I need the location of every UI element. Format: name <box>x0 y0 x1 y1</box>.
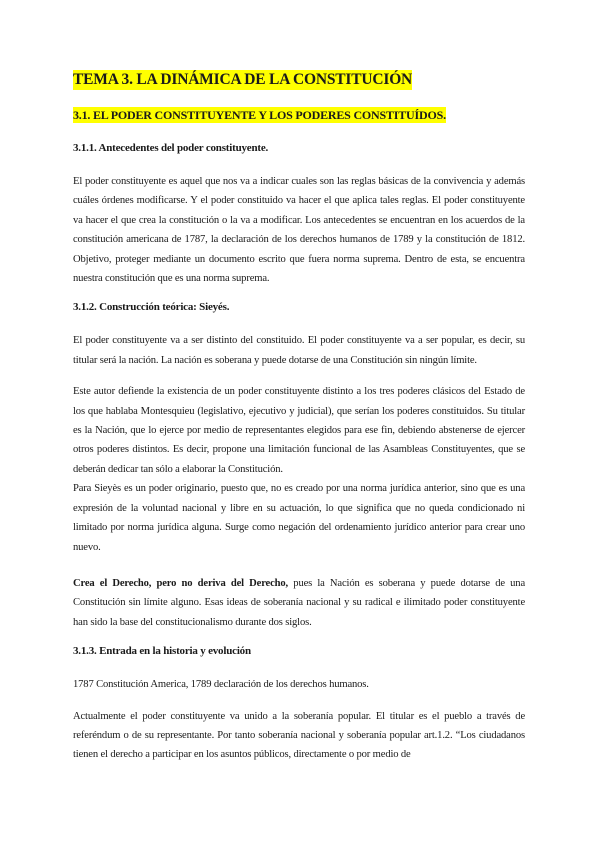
paragraph-antecedentes: El poder constituyente es aquel que nos va a indicar cuales son las reglas básicas de la convivencia y además cuáles órdenes modificarse. Y el poder constituido va hacer el que aplica tales reglas. El poder constituyente va hacer el que crea la constitución o la va a modificar. Los antecedentes se encuentran en los acuerdos de la constitución americana de 1787, la declaración de los derechos humanos de 1789 y la constitución de 1812. Objetivo, proteger mediante un documento escrito que fuera norma suprema. Dentro de esta, se encuentra nuestra constitución que es una norma suprema. <box>73 176 525 285</box>
paragraph-sieyes-1: El poder constituyente va a ser distinto del constituido. El poder constituyente va a ser popular, es decir, su titular será la nación. La nación es soberana y puede dotarse de una Constitución sin ningún límite. <box>73 335 525 366</box>
subsection-heading-sieyes: 3.1.2. Construcción teórica: Sieyés. <box>73 301 230 314</box>
paragraph-sieyes-4-lead: Crea el Derecho, pero no deriva del Derecho, <box>73 577 289 589</box>
section-heading: 3.1. EL PODER CONSTITUYENTE Y LOS PODERES CONSTITUÍDOS. <box>73 108 446 122</box>
subsection-heading-antecedentes: 3.1.1. Antecedentes del poder constituyente. <box>73 142 269 154</box>
subsection-heading-historia: 3.1.3. Entrada en la historia y evolución <box>73 645 251 658</box>
paragraph-sieyes-2: Este autor defiende la existencia de un poder constituyente distinto a los tres poderes clásicos del Estado de los que hablaba Montesquieu (legislativo, ejecutivo y judicial), que serían los poderes constituidos. Su titular es la Nación, que lo ejerce por medio de representantes elegidos para ese fin, debiendo abstenerse de ejercer otros poderes distintos. Es decir, propone una limitación funcional de las Asambleas Constituyentes, que se deberán dedicar tan sólo a elaborar la Constitución. <box>73 386 525 475</box>
paragraph-sieyes-4-rest: pues la Nación es soberana y puede dotarse de una Constitución sin límite alguno. Esas ideas de soberanía nacional y su radical e ilimitado poder constituyente han sido la base del constitucionalismo durante dos siglos. <box>73 577 525 628</box>
paragraph-sieyes-4 <box>73 574 525 632</box>
page-title: TEMA 3. LA DINÁMICA DE LA CONSTITUCIÓN <box>73 71 413 88</box>
paragraph-sieyes-3: Para Sieyès es un poder originario, puesto que, no es creado por una norma jurídica anterior, sino que es una expresión de la voluntad nacional y libre en su actuación, lo que significa que no queda condicionado ni limitado por norma jurídica alguna. Surge como negación del ordenamiento jurídico anterior para crear uno nuevo. <box>73 483 525 553</box>
document-page <box>73 70 525 777</box>
section-heading-wrap <box>73 106 525 141</box>
paragraph-historia-2: Actualmente el poder constituyente va unido a la soberanía popular. El titular es el pueblo a través de referéndum o de su representante. Por tanto soberanía nacional y soberanía popular art.1.2. “Los ciudadanos tienen el derecho a participar en los asuntos públicos, directamente o por medio de <box>73 710 525 761</box>
page-title-wrap <box>73 70 525 106</box>
paragraph-historia-1: 1787 Constitución America, 1789 declaración de los derechos humanos. <box>73 679 369 691</box>
